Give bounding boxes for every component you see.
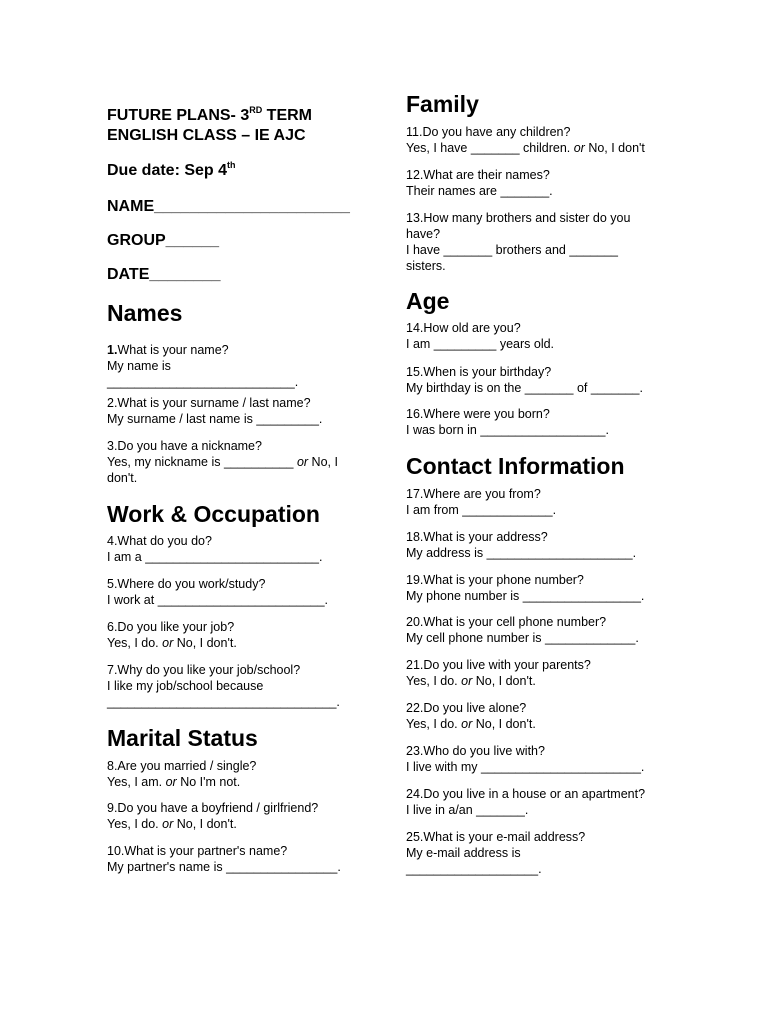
section-family-heading: Family (406, 91, 479, 117)
answer-blank-14[interactable]: I am _________ years old. (406, 337, 555, 351)
section-contact-heading: Contact Information (406, 453, 625, 479)
group-field[interactable]: GROUP______ (107, 232, 220, 249)
section-work-heading: Work & Occupation (107, 501, 320, 527)
question-11: 11.Do you have any children? Yes, I have _______ children. or No, I don't (406, 124, 696, 156)
answer-8[interactable]: Yes, I am. or No I'm not. (107, 775, 241, 789)
question-23: 23.Who do you live with? I live with my _______________________. (406, 743, 696, 775)
worksheet-title: FUTURE PLANS- 3RD TERM (107, 105, 313, 124)
date-field[interactable]: DATE________ (107, 266, 221, 283)
answer-21[interactable]: Yes, I do. or No, I don't. (406, 674, 536, 688)
question-15: 15.When is your birthday? My birthday is on the _______ of _______. (406, 364, 696, 396)
question-12: 12.What are their names? Their names are _______. (406, 167, 696, 199)
question-4: 4.What do you do? I am a _________________________. (107, 533, 367, 565)
section-marital-heading: Marital Status (107, 725, 258, 751)
section-age-heading: Age (406, 288, 450, 314)
answer-blank-16[interactable]: I was born in __________________. (406, 423, 609, 437)
question-18: 18.What is your address? My address is _____________________. (406, 529, 696, 561)
question-22: 22.Do you live alone? Yes, I do. or No, I don't. (406, 700, 696, 732)
question-13: 13.How many brothers and sister do you have? I have _______ brothers and _______ sisters. (406, 210, 651, 274)
answer-blank-13[interactable]: I have _______ brothers and _______ sisters. (406, 243, 618, 273)
answer-blank-19[interactable]: My phone number is _________________. (406, 589, 645, 603)
answer-blank-5[interactable]: I work at ________________________. (107, 593, 329, 607)
answer-blank-7[interactable]: _________________________________. (107, 695, 340, 709)
answer-blank-23[interactable]: I live with my _______________________. (406, 760, 645, 774)
question-19: 19.What is your phone number? My phone number is _________________. (406, 572, 696, 604)
question-5: 5.Where do you work/study? I work at ________________________. (107, 576, 367, 608)
answer-blank-17[interactable]: I am from _____________. (406, 503, 557, 517)
question-20: 20.What is your cell phone number? My cell phone number is _____________. (406, 614, 696, 646)
question-17: 17.Where are you from? I am from _____________. (406, 486, 696, 518)
answer-blank-4[interactable]: I am a _________________________. (107, 550, 323, 564)
question-2: 2.What is your surname / last name? My surname / last name is _________. (107, 395, 367, 427)
question-10: 10.What is your partner's name? My partner's name is ________________. (107, 843, 367, 875)
answer-22[interactable]: Yes, I do. or No, I don't. (406, 717, 536, 731)
section-names-heading: Names (107, 300, 183, 326)
answer-9[interactable]: Yes, I do. or No, I don't. (107, 817, 237, 831)
question-9: 9.Do you have a boyfriend / girlfriend? Yes, I do. or No, I don't. (107, 800, 367, 832)
answer-blank-18[interactable]: My address is _____________________. (406, 546, 637, 560)
question-3: 3.Do you have a nickname? Yes, my nickname is __________ or No, I don't. (107, 438, 367, 486)
due-date: Due date: Sep 4th (107, 160, 236, 179)
answer-blank-2[interactable]: My surname / last name is _________. (107, 412, 323, 426)
answer-blank-3[interactable]: Yes, my nickname is __________ or No, I don't. (107, 455, 338, 485)
answer-11[interactable]: Yes, I have _______ children. or No, I don't (406, 141, 645, 155)
question-1: 1.What is your name? My name is ___________________________. (107, 342, 367, 390)
class-line: ENGLISH CLASS – IE AJC (107, 127, 306, 144)
answer-blank-15[interactable]: My birthday is on the _______ of _______. (406, 381, 643, 395)
answer-blank-12[interactable]: Their names are _______. (406, 184, 553, 198)
question-14: 14.How old are you? I am _________ years old. (406, 320, 696, 352)
question-21: 21.Do you live with your parents? Yes, I do. or No, I don't. (406, 657, 696, 689)
question-6: 6.Do you like your job? Yes, I do. or No, I don't. (107, 619, 367, 651)
answer-blank-1[interactable]: ___________________________. (107, 375, 299, 389)
answer-blank-24[interactable]: I live in a/an _______. (406, 803, 529, 817)
question-16: 16.Where were you born? I was born in __________________. (406, 406, 696, 438)
question-25: 25.What is your e-mail address? My e-mail address is ___________________. (406, 829, 696, 877)
answer-blank-20[interactable]: My cell phone number is _____________. (406, 631, 639, 645)
answer-6[interactable]: Yes, I do. or No, I don't. (107, 636, 237, 650)
question-24: 24.Do you live in a house or an apartment? I live in a/an _______. (406, 786, 696, 818)
question-8: 8.Are you married / single? Yes, I am. or No I'm not. (107, 758, 367, 790)
name-field[interactable]: NAME______________________ (107, 198, 350, 215)
question-7: 7.Why do you like your job/school? I like my job/school because _________________________________. (107, 662, 367, 710)
answer-blank-25[interactable]: ___________________. (406, 862, 542, 876)
answer-blank-10[interactable]: My partner's name is ________________. (107, 860, 341, 874)
